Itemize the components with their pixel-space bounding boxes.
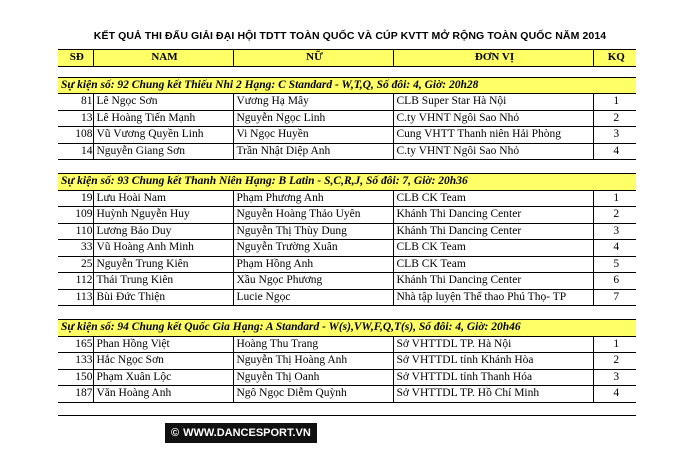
cell-nam: Bùi Đức Thiện bbox=[93, 289, 233, 306]
cell-donvi: CLB Super Star Hà Nội bbox=[393, 94, 593, 111]
end-row bbox=[58, 402, 636, 415]
cell-kq: 3 bbox=[593, 223, 636, 240]
table-row bbox=[58, 273, 636, 290]
event-heading-row bbox=[58, 77, 636, 94]
spacer-row bbox=[58, 306, 636, 320]
cell-donvi: CLB CK Team bbox=[393, 256, 593, 273]
cell-kq: 2 bbox=[593, 207, 636, 224]
cell-sd: 33 bbox=[58, 240, 93, 257]
cell-nam: Huỳnh Nguyễn Huy bbox=[93, 207, 233, 224]
cell-nu: Nguyễn Thị Hoàng Anh bbox=[233, 353, 393, 370]
cell-donvi: Khánh Thi Dancing Center bbox=[393, 223, 593, 240]
cell-donvi: C.ty VHNT Ngôi Sao Nhỏ bbox=[393, 110, 593, 127]
header-nam: NAM bbox=[93, 50, 233, 67]
cell-sd: 14 bbox=[58, 143, 93, 160]
cell-nu: Hoàng Thu Trang bbox=[233, 336, 393, 353]
table-row bbox=[58, 336, 636, 353]
cell-nu: Ngô Ngọc Diễm Quỳnh bbox=[233, 386, 393, 403]
cell-sd: 13 bbox=[58, 110, 93, 127]
spacer-cell bbox=[58, 306, 636, 320]
spacer-row bbox=[58, 160, 636, 174]
cell-nam: Lương Bảo Duy bbox=[93, 223, 233, 240]
cell-nam: Vũ Hoàng Anh Minh bbox=[93, 240, 233, 257]
cell-kq: 3 bbox=[593, 127, 636, 144]
table-row bbox=[58, 127, 636, 144]
cell-donvi: CLB CK Team bbox=[393, 190, 593, 207]
watermark bbox=[165, 423, 317, 443]
spacer-cell bbox=[58, 66, 636, 77]
cell-nam: Nguyễn Giang Sơn bbox=[93, 143, 233, 160]
table-row bbox=[58, 256, 636, 273]
cell-sd: 109 bbox=[58, 207, 93, 224]
event-heading-row bbox=[58, 174, 636, 191]
event-heading-row bbox=[58, 320, 636, 337]
cell-kq: 3 bbox=[593, 369, 636, 386]
cell-nam: Hắc Ngọc Sơn bbox=[93, 353, 233, 370]
cell-nam: Văn Hoàng Anh bbox=[93, 386, 233, 403]
cell-nu: Phạm Phương Anh bbox=[233, 190, 393, 207]
table-row bbox=[58, 110, 636, 127]
table-row bbox=[58, 190, 636, 207]
cell-nu: Nguyễn Thị Thùy Dung bbox=[233, 223, 393, 240]
cell-kq: 6 bbox=[593, 273, 636, 290]
header-nu: NỮ bbox=[233, 50, 393, 67]
cell-nu: Trần Nhật Diệp Anh bbox=[233, 143, 393, 160]
cell-sd: 150 bbox=[58, 369, 93, 386]
cell-donvi: Nhà tập luyện Thể thao Phú Thọ- TP bbox=[393, 289, 593, 306]
cell-sd: 81 bbox=[58, 94, 93, 111]
cell-kq: 2 bbox=[593, 353, 636, 370]
cell-donvi: Cung VHTT Thanh niên Hải Phòng bbox=[393, 127, 593, 144]
cell-nu: Vi Ngọc Huyền bbox=[233, 127, 393, 144]
cell-donvi: Sở VHTTDL TP. Hồ Chí Minh bbox=[393, 386, 593, 403]
results-table bbox=[58, 49, 636, 416]
cell-sd: 25 bbox=[58, 256, 93, 273]
cell-donvi: CLB CK Team bbox=[393, 240, 593, 257]
cell-donvi: Sở VHTTDL tỉnh Thanh Hóa bbox=[393, 369, 593, 386]
cell-donvi: Sở VHTTDL TP. Hà Nội bbox=[393, 336, 593, 353]
cell-kq: 1 bbox=[593, 190, 636, 207]
cell-kq: 4 bbox=[593, 240, 636, 257]
cell-nu: Nguyễn Trường Xuân bbox=[233, 240, 393, 257]
event-heading: Sự kiện số: 93 Chung kết Thanh Niên Hạng: B Latin - S,C,R,J, Số đôi: 7, Giờ: 20h36 bbox=[58, 174, 636, 191]
table-row bbox=[58, 240, 636, 257]
cell-nam: Thái Trung Kiên bbox=[93, 273, 233, 290]
cell-nu: Nguyễn Thị Oanh bbox=[233, 369, 393, 386]
cell-kq: 7 bbox=[593, 289, 636, 306]
cell-nam: Phan Hồng Việt bbox=[93, 336, 233, 353]
cell-nu: Phạm Hồng Anh bbox=[233, 256, 393, 273]
cell-donvi: Khánh Thi Dancing Center bbox=[393, 207, 593, 224]
cell-nu: Vương Hạ Mây bbox=[233, 94, 393, 111]
cell-sd: 165 bbox=[58, 336, 93, 353]
cell-nam: Lê Hoàng Tiến Mạnh bbox=[93, 110, 233, 127]
cell-sd: 113 bbox=[58, 289, 93, 306]
event-heading: Sự kiện số: 94 Chung kết Quốc Gia Hạng: A Standard - W(s),VW,F,Q,T(s), Số đôi: 4, Giờ: 20h46 bbox=[58, 320, 636, 337]
table-row bbox=[58, 289, 636, 306]
cell-sd: 112 bbox=[58, 273, 93, 290]
table-row bbox=[58, 223, 636, 240]
cell-kq: 4 bbox=[593, 386, 636, 403]
results-body bbox=[58, 66, 636, 415]
table-row bbox=[58, 353, 636, 370]
watermark-text: WWW.DANCESPORT.VN bbox=[183, 427, 311, 439]
cell-nam: Lưu Hoài Nam bbox=[93, 190, 233, 207]
table-row bbox=[58, 386, 636, 403]
cell-donvi: Khánh Thi Dancing Center bbox=[393, 273, 593, 290]
cell-nu: Xầu Ngọc Phương bbox=[233, 273, 393, 290]
cell-sd: 19 bbox=[58, 190, 93, 207]
cell-sd: 133 bbox=[58, 353, 93, 370]
header-kq: KQ bbox=[593, 50, 636, 67]
cell-nu: Nguyễn Hoàng Thảo Uyên bbox=[233, 207, 393, 224]
cell-kq: 4 bbox=[593, 143, 636, 160]
cell-sd: 187 bbox=[58, 386, 93, 403]
spacer-row bbox=[58, 66, 636, 77]
cell-nam: Nguyễn Trung Kiên bbox=[93, 256, 233, 273]
header-sd: SĐ bbox=[58, 50, 93, 67]
table-row bbox=[58, 207, 636, 224]
cell-kq: 1 bbox=[593, 94, 636, 111]
cell-donvi: C.ty VHNT Ngôi Sao Nhỏ bbox=[393, 143, 593, 160]
cell-nu: Nguyễn Ngọc Linh bbox=[233, 110, 393, 127]
spacer-cell bbox=[58, 160, 636, 174]
event-heading: Sự kiện số: 92 Chung kết Thiếu Nhi 2 Hạng: C Standard - W,T,Q, Số đôi: 4, Giờ: 20h28 bbox=[58, 77, 636, 94]
end-cell bbox=[58, 402, 636, 415]
header-row bbox=[58, 50, 636, 67]
cell-nam: Lê Ngọc Sơn bbox=[93, 94, 233, 111]
cell-nu: Lucie Ngọc bbox=[233, 289, 393, 306]
header-don-vi: ĐƠN VỊ bbox=[393, 50, 593, 67]
cell-kq: 2 bbox=[593, 110, 636, 127]
table-row bbox=[58, 94, 636, 111]
cell-kq: 5 bbox=[593, 256, 636, 273]
cell-sd: 108 bbox=[58, 127, 93, 144]
table-row bbox=[58, 143, 636, 160]
cell-nam: Vũ Vương Quyền Linh bbox=[93, 127, 233, 144]
table-row bbox=[58, 369, 636, 386]
cell-kq: 1 bbox=[593, 336, 636, 353]
page-title: KẾT QUẢ THI ĐẤU GIẢI ĐẠI HỘI TDTT TOÀN QUỐC VÀ CÚP KVTT MỞ RỘNG TOÀN QUỐC NĂM 2014 bbox=[93, 30, 607, 42]
cell-nam: Phạm Xuân Lộc bbox=[93, 369, 233, 386]
cell-donvi: Sở VHTTDL tỉnh Khánh Hòa bbox=[393, 353, 593, 370]
copyright-icon: © bbox=[171, 427, 180, 439]
cell-sd: 110 bbox=[58, 223, 93, 240]
